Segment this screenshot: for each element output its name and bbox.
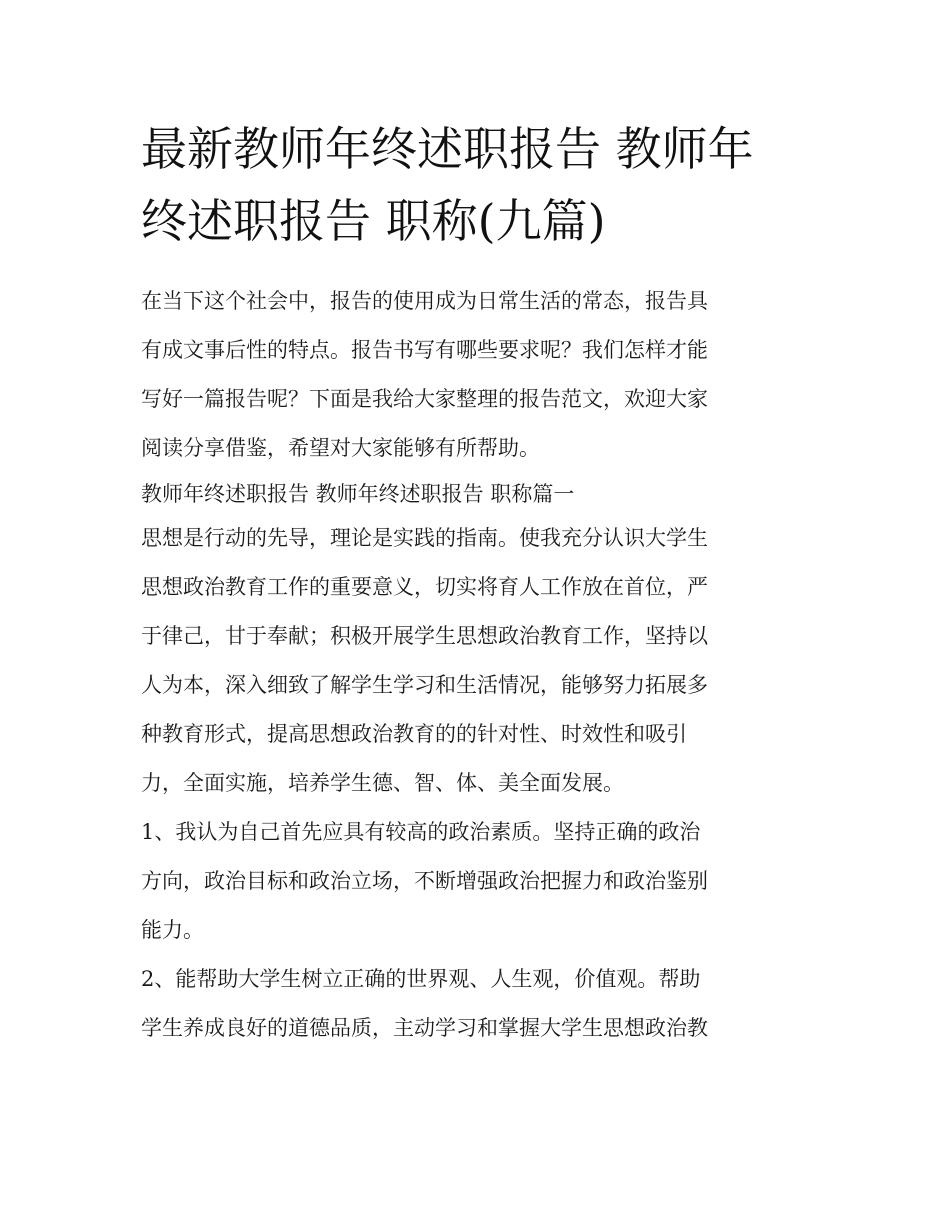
text-line: 思想是行动的先导，理论是实践的指南。使我充分认识大学生 <box>141 526 708 550</box>
text-line: 有成文事后性的特点。报告书写有哪些要求呢？我们怎样才能 <box>141 338 708 362</box>
text-line: 能力。 <box>141 918 204 942</box>
text-line: 在当下这个社会中，报告的使用成为日常生活的常态，报告具 <box>141 289 708 313</box>
list-item-2 <box>141 961 813 1046</box>
section-heading <box>141 476 813 512</box>
document-title <box>141 113 821 257</box>
section-heading-text: 教师年终述职报告 教师年终述职报告 职称篇一 <box>141 482 575 506</box>
text-line: 思想政治教育工作的重要意义，切实将育人工作放在首位，严 <box>141 575 708 599</box>
text-line: 阅读分享借鉴，希望对大家能够有所帮助。 <box>141 436 540 460</box>
text-line: 2、能帮助大学生树立正确的世界观、人生观，价值观。帮助 <box>141 967 701 991</box>
body-paragraph <box>141 520 813 801</box>
list-item-1 <box>141 814 813 948</box>
title-line: 最新教师年终述职报告 教师年 <box>141 122 754 176</box>
text-line: 人为本，深入细致了解学生学习和生活情况，能够努力拓展多 <box>141 673 708 697</box>
text-line: 写好一篇报告呢？下面是我给大家整理的报告范文，欢迎大家 <box>141 387 708 411</box>
text-line: 方向，政治目标和政治立场，不断增强政治把握力和政治鉴别 <box>141 869 708 893</box>
document-body <box>141 283 813 1046</box>
text-line: 于律己，甘于奉献；积极开展学生思想政治教育工作，坚持以 <box>141 624 708 648</box>
text-line: 1、我认为自己首先应具有较高的政治素质。坚持正确的政治 <box>141 820 701 844</box>
title-line: 终述职报告 职称(九篇) <box>141 194 606 248</box>
text-line: 种教育形式，提高思想政治教育的的针对性、时效性和吸引 <box>141 722 687 746</box>
text-line: 学生养成良好的道德品质，主动学习和掌握大学生思想政治教 <box>141 1016 708 1040</box>
text-line: 力，全面实施，培养学生德、智、体、美全面发展。 <box>141 771 624 795</box>
intro-paragraph <box>141 283 813 466</box>
